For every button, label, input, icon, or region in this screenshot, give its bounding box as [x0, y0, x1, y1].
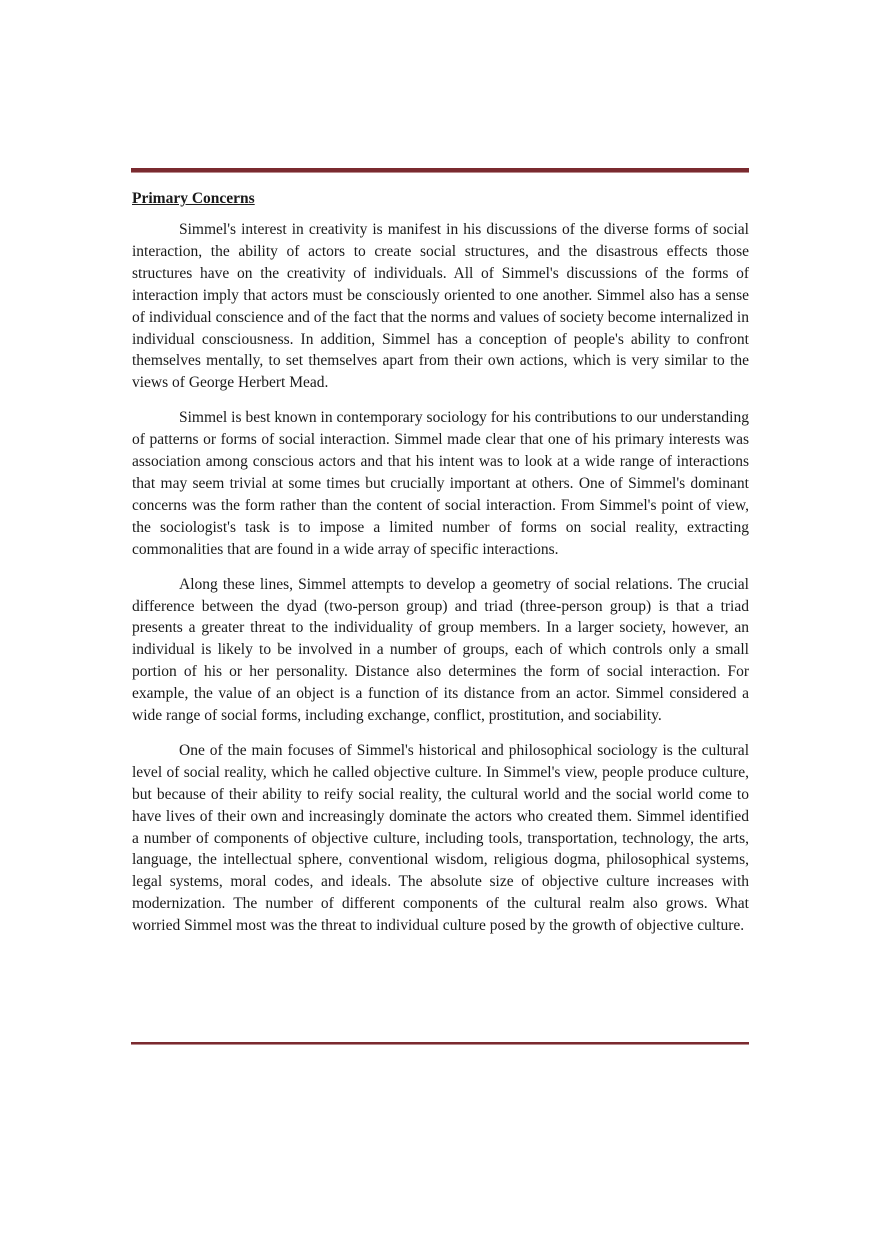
section-heading: Primary Concerns: [132, 190, 255, 207]
top-divider-rule: [131, 168, 749, 173]
paragraph-3: Along these lines, Simmel attempts to develop a geometry of social relations. The crucial difference between the dyad (two-person group) and triad (three-person group) is that a triad presents a greater threat to the individuality of group members. In a larger society, however, an individual is likely to be involved in a number of groups, each of which controls only a small portion of his or her personality. Distance also determines the form of social interaction. For example, the value of an object is a function of its distance from an actor. Simmel considered a wide range of social forms, including exchange, conflict, prostitution, and sociability.: [132, 575, 749, 725]
paragraph-4: One of the main focuses of Simmel's historical and philosophical sociology is the cultural level of social reality, which he called objective culture. In Simmel's view, people produce culture, but because of their ability to reify social reality, the cultural world and the social world come to have lives of their own and increasingly dominate the actors who created them. Simmel identified a number of components of objective culture, including tools, transportation, technology, the arts, language, the intellectual sphere, conventional wisdom, religious dogma, philosophical systems, legal systems, moral codes, and ideals. The absolute size of objective culture increases with modernization. The number of different components of the cultural realm also grows. What worried Simmel most was the threat to individual culture posed by the growth of objective culture.: [132, 741, 749, 935]
document-body: [132, 188, 749, 950]
bottom-divider-rule: [131, 1042, 749, 1045]
paragraph-1: Simmel's interest in creativity is manifest in his discussions of the diverse forms of social interaction, the ability of actors to create social structures, and the disastrous effects those structures have on the creativity of individuals. All of Simmel's discussions of the forms of interaction imply that actors must be consciously oriented to one another. Simmel also has a sense of individual conscience and of the fact that the norms and values of society become internalized in individual consciousness. In addition, Simmel has a conception of people's ability to confront themselves mentally, to set themselves apart from their own actions, which is very similar to the views of George Herbert Mead.: [132, 221, 749, 392]
paragraph-2: Simmel is best known in contemporary sociology for his contributions to our understanding of patterns or forms of social interaction. Simmel made clear that one of his primary interests was association among conscious actors and that his intent was to look at a wide range of interactions that may seem trivial at some times but crucially important at others. One of Simmel's dominant concerns was the form rather than the content of social interaction. From Simmel's point of view, the sociologist's task is to impose a limited number of forms on social reality, extracting commonalities that are found in a wide array of specific interactions.: [132, 409, 749, 558]
